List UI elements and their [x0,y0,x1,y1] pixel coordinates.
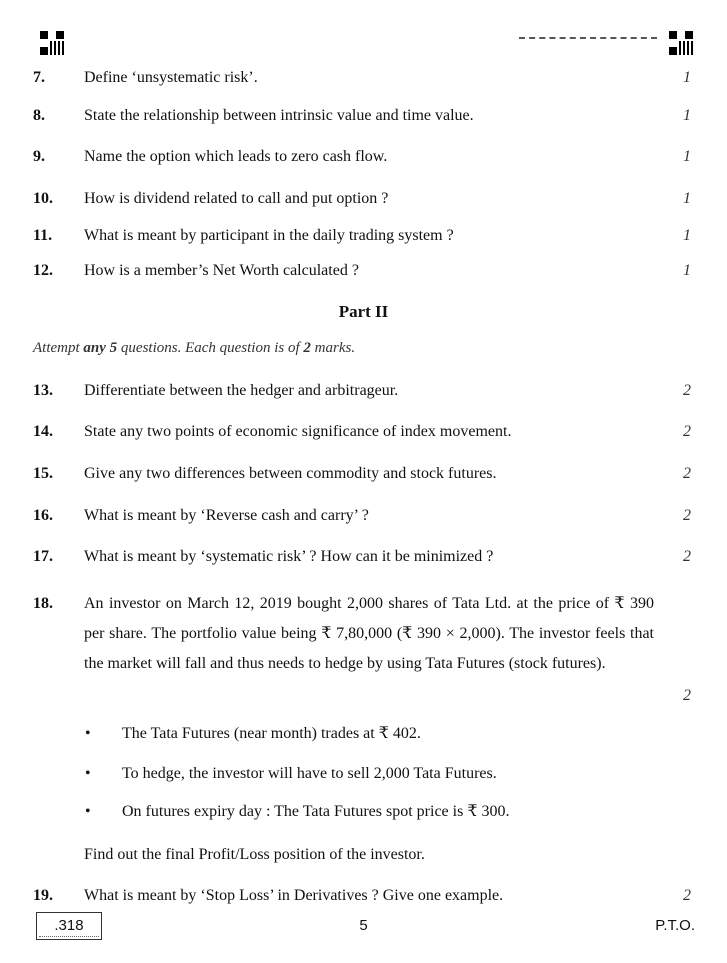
list-item-text: The Tata Futures (near month) trades at ₹ 402. [122,725,421,742]
question-marks: 2 [683,687,691,704]
question-marks: 2 [683,423,691,440]
question-number: 15. [33,465,53,482]
question-marks: 2 [683,507,691,524]
question-text: State the relationship between intrinsic value and time value. [84,107,474,124]
question-text: Differentiate between the hedger and arbitrageur. [84,382,399,399]
question-text: Name the option which leads to zero cash flow. [84,148,388,165]
question-number: 9. [33,148,45,165]
question-marks: 2 [683,382,691,399]
question-marks: 1 [683,148,691,165]
question-text: What is meant by ‘Stop Loss’ in Derivatives ? Give one example. [84,887,504,904]
question-text: Give any two differences between commodity and stock futures. [84,465,497,482]
header-divider [519,37,657,39]
question-text: How is dividend related to call and put option ? [84,190,389,207]
question-marks: 1 [683,227,691,244]
instruction-text: marks. [310,340,356,356]
qr-code-icon [669,31,693,55]
list-item-text: On futures expiry day : The Tata Futures spot price is ₹ 300. [122,803,510,820]
question-marks: 1 [683,107,691,124]
question-number: 14. [33,423,53,440]
please-turn-over-label: P.T.O. [655,917,695,934]
bullet-icon: • [85,803,91,820]
instruction-emphasis: 2 [303,340,311,356]
question-number: 17. [33,548,53,565]
list-item-text: To hedge, the investor will have to sell 2,000 Tata Futures. [122,765,497,782]
section-title: Part II [338,302,389,321]
question-text: What is meant by ‘Reverse cash and carry’ ? [84,507,369,524]
question-text: Find out the final Profit/Loss position of the investor. [84,846,425,863]
question-number: 12. [33,262,53,279]
question-number: 19. [33,887,53,904]
question-text: What is meant by ‘systematic risk’ ? How can it be minimized ? [84,548,494,565]
page-number: 5 [359,917,368,934]
question-marks: 2 [683,548,691,565]
question-number: 10. [33,190,53,207]
bullet-icon: • [85,765,91,782]
question-number: 13. [33,382,53,399]
question-number: 16. [33,507,53,524]
question-marks: 1 [683,262,691,279]
question-number: 18. [33,595,53,612]
question-marks: 2 [683,887,691,904]
instruction-text: questions. Each question is of [117,340,304,356]
instruction-emphasis: any 5 [83,340,118,356]
paper-code-box: .318 [36,912,102,940]
question-text: Define ‘unsystematic risk’. [84,69,258,86]
section-instruction [33,340,355,357]
question-number: 11. [33,227,53,244]
qr-code-icon [40,31,64,55]
question-marks: 1 [683,69,691,86]
question-number: 8. [33,107,45,124]
question-marks: 1 [683,190,691,207]
question-18-text: An investor on March 12, 2019 bought 2,000 shares of Tata Ltd. at the price of ₹ 390 per share. The portfolio value being ₹ 7,80,000 (₹ 390 × 2,000). The investor feels that the market will fall and thus needs to hedge by using Tata Futures (stock futures). [84,595,654,672]
question-text: How is a member’s Net Worth calculated ? [84,262,359,279]
question-text: What is meant by participant in the daily trading system ? [84,227,454,244]
question-number: 7. [33,69,45,86]
instruction-text: Attempt [33,340,84,356]
bullet-icon: • [85,725,91,742]
question-marks: 2 [683,465,691,482]
question-text: State any two points of economic significance of index movement. [84,423,512,440]
